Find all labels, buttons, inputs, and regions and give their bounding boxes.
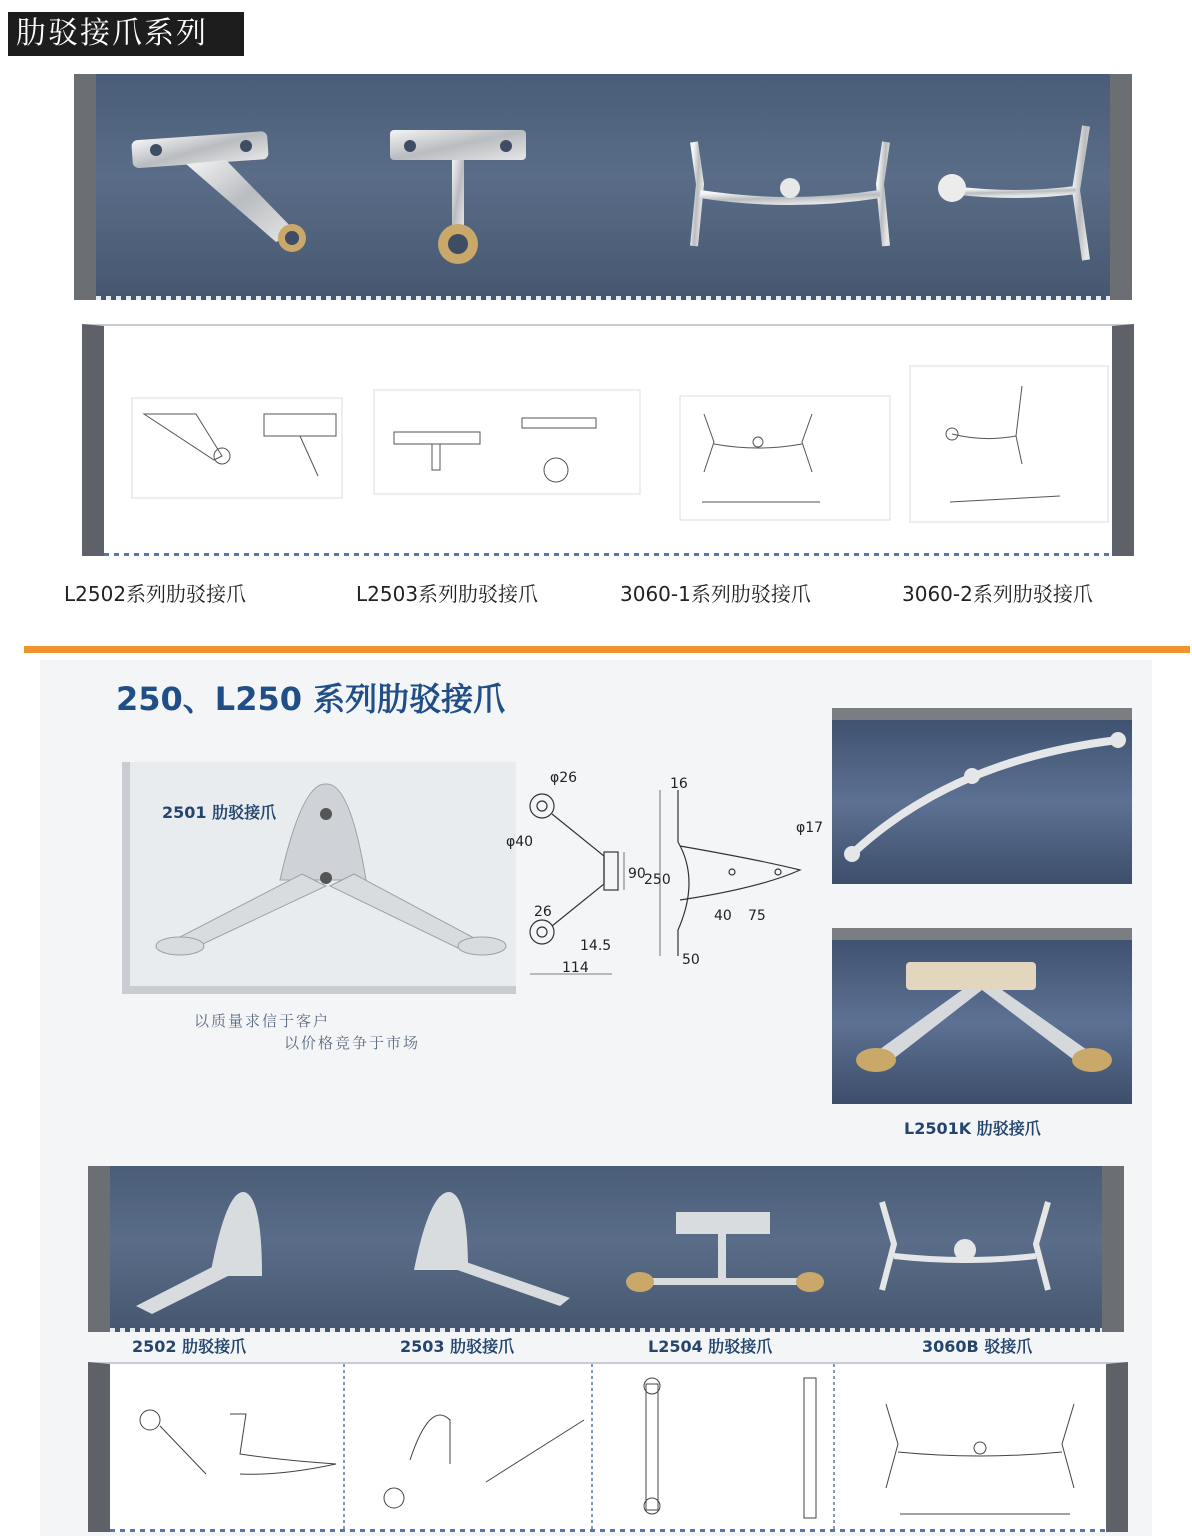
- caption-l2503: L2503系列肋驳接爪: [356, 582, 539, 606]
- top-product-photos: [96, 74, 1110, 296]
- dim-75: 75: [748, 908, 766, 924]
- 2503-drawing: [384, 1415, 584, 1508]
- dim-16: 16: [670, 776, 688, 792]
- caption-l2504: L2504 肋驳接爪: [648, 1337, 773, 1356]
- 2501-dimension-drawing: [500, 760, 824, 990]
- dim-26: 26: [534, 904, 552, 920]
- dim-d26: φ26: [550, 770, 578, 786]
- bottom-drawing-panel: [88, 1362, 1128, 1532]
- page-title: 肋驳接爪系列: [8, 12, 244, 56]
- slogan-line-2: 以价格竞争于市场: [284, 1034, 421, 1052]
- l2503-drawing: [374, 390, 640, 494]
- feature-2501-label: 2501 肋驳接爪: [162, 803, 277, 822]
- caption-3060-1: 3060-1系列肋驳接爪: [620, 582, 811, 606]
- 3060-1-drawing: [680, 396, 890, 520]
- 3060b-photo: [882, 1202, 1048, 1290]
- bottom-product-photos: [110, 1166, 1102, 1328]
- caption-2503: 2503 肋驳接爪: [400, 1337, 515, 1356]
- l2504-drawing: [644, 1378, 816, 1518]
- section-divider: [24, 646, 1190, 653]
- feature-2501-photo: [122, 762, 516, 994]
- dim-50: 50: [682, 952, 700, 968]
- dim-14-5: 14.5: [580, 938, 612, 954]
- l2504-photo: [626, 1212, 824, 1292]
- caption-l2501k: L2501K 肋驳接爪: [904, 1119, 1041, 1138]
- 2502-photo: [136, 1192, 262, 1314]
- 2503-photo: [414, 1192, 570, 1306]
- dim-114: 114: [562, 960, 589, 976]
- dim-40: 40: [714, 908, 732, 924]
- top-technical-drawings: [104, 326, 1112, 552]
- 3060-2-drawing: [910, 366, 1108, 522]
- caption-l2502: L2502系列肋驳接爪: [64, 582, 247, 606]
- caption-2502: 2502 肋驳接爪: [132, 1337, 247, 1356]
- section-title: 250、L250 系列肋驳接爪: [116, 680, 506, 718]
- 2501-product-image: [130, 762, 516, 986]
- dim-250: 250: [644, 872, 671, 888]
- top-drawing-panel: [82, 324, 1134, 556]
- l2502-photo: [131, 131, 306, 252]
- dim-90: 90: [628, 866, 646, 882]
- bottom-technical-drawings: [110, 1364, 1106, 1530]
- dim-17: φ17: [796, 820, 824, 836]
- right-photo-l2501k: [832, 928, 1132, 1104]
- caption-3060b: 3060B 驳接爪: [922, 1337, 1033, 1356]
- slogan-line-1: 以质量求信于客户: [194, 1012, 331, 1030]
- dim-d40: φ40: [506, 834, 534, 850]
- 2502-drawing: [140, 1410, 336, 1474]
- bottom-product-photo-panel: [88, 1166, 1124, 1332]
- top-product-photo-panel: [74, 74, 1132, 300]
- 3060-1-photo: [694, 142, 886, 246]
- 3060-2-photo: [938, 126, 1086, 260]
- l2502-drawing: [132, 398, 342, 498]
- right-photo-arc-arm: [832, 708, 1132, 884]
- 3060b-drawing: [886, 1404, 1074, 1514]
- caption-3060-2: 3060-2系列肋驳接爪: [902, 582, 1093, 606]
- l2503-photo: [390, 130, 526, 264]
